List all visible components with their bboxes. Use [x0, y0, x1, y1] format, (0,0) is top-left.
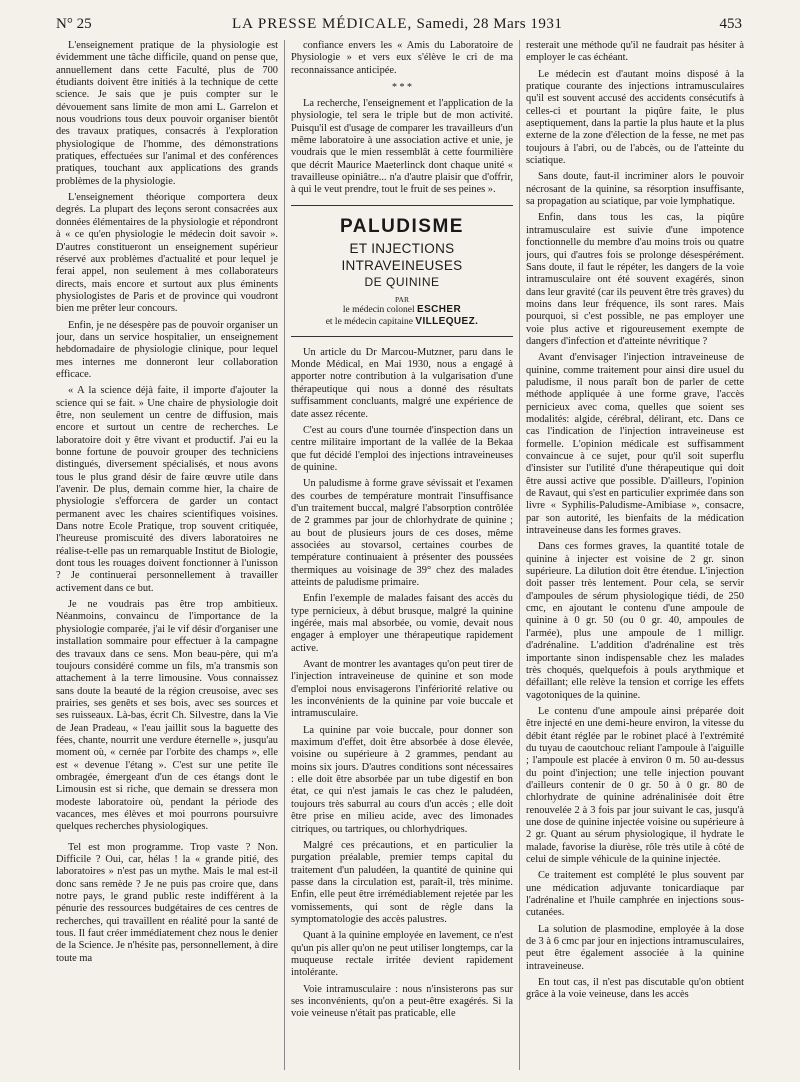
- running-title: [232, 16, 562, 33]
- article-title-sub: ET INJECTIONS INTRAVEINEUSES: [341, 240, 463, 273]
- paragraph: La solution de plasmodine, employée à la dose de 3 à 6 cmc par jour en injections intramusculaires, peut être également associée à la quinine intraveineuse.: [526, 923, 744, 972]
- paragraph: Dans ces formes graves, la quantité totale de quinine à injecter est voisine de 2 gr. sinon supérieure. La dilution doit être étendue. L'injection doit passer très lentement. Pour cela, se servir d'ampoules de sérum physiologique tiédi, de 250 cmc, en ajoutant le contenu d'une ampoule de quinine à 0 gr. 50 (ou 0 gr. 40, ampoules de l'armée), plus une ampoule de 1 milligr. d'adrénaline. L'addition d'adrénaline est très importante sinon indispensable chez les malades très choqués, quelquefois à pouls arythmique et défaillant; elle relève la tension et corrige les effets vagotoniques de la quinine.: [526, 541, 744, 701]
- paragraph: Le médecin est d'autant moins disposé à la pratique courante des injections intramusculaires qu'il est souvent accusé des accidents consécutifs à celles-ci et pourtant la piqûre faite, le plus aseptiquement, dans la partie la plus haute et la plus externe de la zone d'élection de la fesse, ne met pas toujours à l'abri, ou de l'abcès, ou de l'atteinte du sciatique.: [526, 68, 744, 167]
- paragraph: Malgré ces précautions, et en particulier la purgation préalable, premier temps capital du traitement d'un paludéen, la quantité de quinine qui passe dans la circulation est, paraît-il, très minime. Enfin, elle peut être irrémédiablement rejetée par les vomissements, qui sont de règle dans la symptomatologie des accès palustres.: [291, 839, 513, 925]
- column-3: [526, 40, 744, 1070]
- paragraph: Sans doute, faut-il incriminer alors le pouvoir nécrosant de la quinine, sa résorption insuffisante, sa propagation au sciatique, par voie lymphatique.: [526, 171, 744, 208]
- paragraph: « A la science déjà faite, il importe d'ajouter la science qui se fait. » Une chaire de physiologie doit être, non seulement un centre de diffusion, mais encore et surtout un centre de recherches. Le laboratoire doit y être vivant et productif. J'ai eu la bonne fortune de pouvoir grouper des techniciens distingués, diversement spécialisés, et nous avons tous le plus grand désir de faire œuvre utile dans l'avenir. De plus, demain comme hier, la chaire de physiologie s'efforcera de garder un contact permanent avec les chaires scientifiques voisines. Dans notre Ecole Pratique, trop souvent critiquée, l'heureuse promiscuité des divers laboratoires ne réalise-t-elle pas un remarquable Institut de Biologie, dont tous les rouages doivent fonctionner à l'unisson ? Je continuerai personnellement à travailler activement dans ce but.: [56, 385, 278, 594]
- page-number: 453: [719, 16, 742, 32]
- paragraph: Quant à la quinine employée en lavement, ce n'est qu'un pis aller qu'on ne peut utiliser longtemps, car la muqueuse rectale irritée devient rapidement intolérante.: [291, 930, 513, 979]
- paragraph: confiance envers les « Amis du Laboratoire de Physiologie » et vers eux s'élève le cri de ma reconnaissance anticipée.: [291, 40, 513, 76]
- paragraph: La quinine par voie buccale, pour donner son maximum d'effet, doit être absorbée à dose élevée, voisine ou supérieure à 2 grammes, pendant au moins six jours. D'autres conditions sont nécessaires : elle doit être absorbée par un tube digestif en bon état, ce qui n'est jamais le cas chez le paludéen, toujours très saburral au cours d'un accès ; elle doit être prise en milieu acide, avec des limonades citriques, ou tartriques, ou chlorhydriques.: [291, 724, 513, 835]
- paragraph: Enfin l'exemple de malades faisant des accès du type pernicieux, à début brusque, malgré la quinine ingérée, mais mal absorbée, ou vomie, devait nous engager à employer une thérapeutique rapidement active.: [291, 593, 513, 654]
- page-header: [56, 16, 742, 38]
- paragraph: Je ne voudrais pas être trop ambitieux. Néanmoins, convaincu de l'importance de la physiologie comparée, j'ai le vif désir d'organiser une installation sommaire pour effectuer à la campagne des travaux dans ce sens. Mon beau-père, qui m'a toujours considéré comme un fils, m'a transmis son attachement à la terre limousine. Vous connaissez sans doute la beauté de la région creusoise, avec ses prairies, ses genêts et ses bois, avec ses sources et ses ruisseaux. Là-bas, écrit Ch. Silvestre, dans la Vie de Jean Pradeau, « l'eau jaillit sous la baguette des fées, chante, nourrit une verdure éternelle », jusqu'au moment où, « cernée par l'orbite des champs », elle est « devenue l'étang ». C'est sur une petite île ombragée, émergeant d'un de ces étangs dont le Limousin est si riche, que demain se dressera mon modeste laboratoire où, pendant la période des vacances, mes élèves et moi pourrons poursuivre quelques recherches physiologiques.: [56, 599, 278, 833]
- article-title-main: PALUDISME: [340, 215, 464, 237]
- paragraph: Un article du Dr Marcou-Mutzner, paru dans le Monde Médical, en Mai 1930, nous a engagé à apporter notre contribution à la vulgarisation d'une thérapeutique qui nous a donné des résultats suffisamment concluants, malgré une expérience de date assez récente.: [291, 346, 513, 420]
- paragraph: L'enseignement pratique de la physiologie est évidemment une tâche difficile, quand on pense que, annuellement dans cette Faculté, plus de 700 étudiants doivent être initiés à la technique de cette science. Je sais que je puis compter sur le dévouement sans limite de mon ami L. Garrelon et nous voudrions tous deux pouvoir organiser bientôt des travaux pratiques, consacrés à l'exploration physiologique de l'homme, des démonstrations pratiques, effectuées sur l'animal et des conférences pratiques, touchant aux applications des grands problèmes de la physiologie.: [56, 40, 278, 187]
- paragraph: Enfin, je ne désespère pas de pouvoir organiser un jour, dans un service hospitalier, un enseignement hebdomadaire de physiologie clinique, pour lequel mes internes me donneront leur collaboration efficace.: [56, 319, 278, 380]
- paragraph: L'enseignement théorique comportera deux degrés. La plupart des leçons seront consacrées aux données élémentaires de la physiologie et répondront à « ce qu'en physiologie le médecin doit savoir ». D'autres constitueront un enseignement supérieur réservé aux problèmes d'actualité et pour lequel je ferai appel, non seulement à mes collaborateurs directs, mais encore et surtout aux plus éminents physiologistes de Paris et de province qui voudront bien me prêter leur concours.: [56, 192, 278, 315]
- paragraph: Un paludisme à forme grave sévissait et l'examen des courbes de température montrait l'insuffisance d'un traitement buccal, malgré l'absorption contrôlée de 2 grammes par jour de chlorhydrate de quinine ; au bout de plusieurs jours de ces doses, même associées au stovarsol, certaines courbes de température continuaient à présenter des poussées thermiques au voisinage de 39° chez des malades atteints de paludisme primaire.: [291, 478, 513, 588]
- byline-par: PAR: [395, 294, 409, 304]
- paragraph: Enfin, dans tous les cas, la piqûre intramusculaire est suivie d'une impotence fonctionnelle du membre d'au moins trois ou quatre jours, qui d'autres fois se prolonge désespérément. Sans doute, il faut le répéter, les dangers de la voie intramusculaire ont été souvent exagérés, sinon dans leur gravité (car ils peuvent être très graves) du moins dans leur fréquence, ils sont rares. Mais pourquoi, si c'est possible, ne pas employer une voie plus active et rigoureusement exempte de dangers d'infection et d'atteinte névritique ?: [526, 212, 744, 347]
- article-title-sub2: DE QUININE: [364, 274, 440, 289]
- author-2: et le médecin capitaine VILLEQUEZ.: [325, 315, 479, 327]
- author-1: le médecin colonel ESCHER: [342, 303, 462, 315]
- paragraph: resterait une méthode qu'il ne faudrait pas hésiter à employer le cas échéant.: [526, 40, 744, 64]
- paragraph: C'est au cours d'une tournée d'inspection dans un centre militaire important de la vallée de la Bekaa que fut décidé l'emploi des injections intraveineuses de quinine.: [291, 424, 513, 473]
- paragraph: Tel est mon programme. Trop vaste ? Non. Difficile ? Oui, car, hélas ! la « grande pitié, des laboratoires » n'est pas un mythe. Mais le mal est-il donc sans remède ? Je ne puis pas croire que, dans notre pays, le grand public reste indifférent à la pénurie des ressources budgétaires de ces centres de recherches, qui travaillent en réalité pour la santé de tous. Il faut créer immédiatement chez nous le denier de la Science. Je n'hésite pas, personnellement, à dire toute ma: [56, 841, 278, 964]
- paragraph: Le contenu d'une ampoule ainsi préparée doit être injecté en une demi-heure environ, la vitesse du débit étant réglée par le robinet placé à l'extrémité du tuyau de caoutchouc reliant l'ampoule à l'aiguille ; l'ampoule est placée à environ 0 m. 50 au-dessus du point d'injection; une telle injection pouvant d'ailleurs contenir de 0 gr. 50 à 0 gr. 80 de chlorhydrate de quinine adrénalinisée doit être renouvelée 2 à 3 fois par jour suivant le cas, jusqu'à une dose de quinine injectée voisine ou supérieure à 2 gr. Quant au sérum physiologique, il hydrate le malade, favorise la diurèse, rôle très utile à côté de celui de simple véhicule de la quinine injectée.: [526, 705, 744, 865]
- paragraph: Ce traitement est complété le plus souvent par une médication adjuvante tonicardiaque par l'adrénaline et l'huile camphrée en injections sous-cutanées.: [526, 870, 744, 919]
- publication-name: LA PRESSE MÉDICALE,: [232, 16, 413, 32]
- column-1: [56, 40, 278, 1070]
- article-title-block: [291, 205, 513, 337]
- paragraph: En tout cas, il n'est pas discutable qu'on obtient grâce à la voie veineuse, dans les accès: [526, 977, 744, 1001]
- column-2: [291, 40, 513, 1070]
- paragraph: Avant d'envisager l'injection intraveineuse de quinine, comme traitement pour ainsi dire usuel du paludisme, il nous paraît bon de parler de cette méthode appliquée à une forme grave, l'accès pernicieux avec coma, quelles que soient ses modalités: algide, cérébral, délirant, etc. Dans ce cas l'indication de l'injection intraveineuse est formelle. L'opinion médicale est suffisamment convaincue à ce sujet, pour qu'il soit superflu d'insister sur l'utilité d'une thérapeutique qui doit être aussi active que possible. D'ailleurs, l'opinion de Ravaut, qui s'est en particulier exprimée dans son livre « Syphilis-Paludisme-Amibiase », consacre, par son autorité, les bienfaits de la médication intraveineuse dans les formes graves.: [526, 352, 744, 537]
- paragraph: La recherche, l'enseignement et l'application de la physiologie, tel sera le triple but de mon activité. Puisqu'il est d'usage de comparer les travailleurs d'un même laboratoire à une association active et unie, je voudrais que le mien ressemblât à cette fourmilière que décrit Maurice Maeterlinck dont chaque unité « travailleuse opiniâtre... n'a d'autre plaisir que d'offrir, à qui le veut prendre, tout le fruit de ses peines ».: [291, 98, 513, 196]
- section-separator-stars: * * *: [392, 82, 412, 94]
- paragraph: Avant de montrer les avantages qu'on peut tirer de l'injection intraveineuse de quinine et son mode d'emploi nous envisagerons l'infériorité relative ou les inconvénients de la quinine par voie buccale et intramusculaire.: [291, 659, 513, 720]
- column-rule-2: [519, 40, 520, 1070]
- issue-number: N° 25: [56, 16, 92, 32]
- issue-date: Samedi, 28 Mars 1931: [416, 16, 563, 32]
- paragraph: Voie intramusculaire : nous n'insisterons pas sur ses inconvénients, qu'on a peut-être exagérés. Si la voie veineuse n'était pas praticable, elle: [291, 983, 513, 1020]
- column-rule-1: [284, 40, 285, 1070]
